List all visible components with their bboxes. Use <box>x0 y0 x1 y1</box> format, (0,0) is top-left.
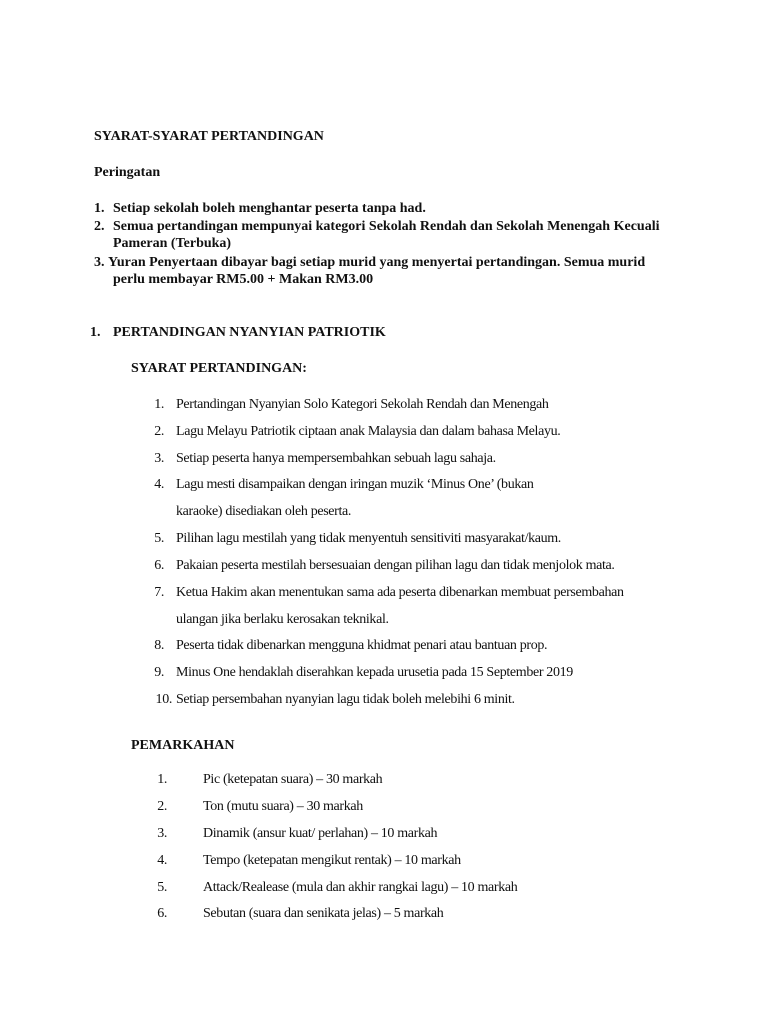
marking-number: 1. <box>157 772 167 787</box>
warning-text: Yuran Penyertaan dibayar bagi setiap murid yang menyertai pertandingan. Semua murid <box>108 255 646 270</box>
marking-number: 2. <box>157 799 167 814</box>
warning-text-continued: Pameran (Terbuka) <box>113 236 232 251</box>
rule-text-continued: karaoke) disediakan oleh peserta. <box>176 504 352 519</box>
warning-number: 2. <box>94 219 105 234</box>
rule-text: Peserta tidak dibenarkan mengguna khidmat penari atau bantuan prop. <box>176 638 548 653</box>
warning-item <box>94 201 734 219</box>
document-title: SYARAT-SYARAT PERTANDINGAN <box>94 129 324 144</box>
rule-number: 6. <box>154 558 164 573</box>
rule-number: 10. <box>155 692 172 707</box>
warning-item <box>94 219 734 255</box>
warning-text: Setiap sekolah boleh menghantar peserta tanpa had. <box>113 201 426 216</box>
rule-text: Minus One hendaklah diserahkan kepada urusetia pada 15 September 2019 <box>176 665 573 680</box>
marking-number: 4. <box>157 853 167 868</box>
marking-text: Pic (ketepatan suara) – 30 markah <box>203 772 383 787</box>
rule-number: 4. <box>154 477 164 492</box>
marking-text: Tempo (ketepatan mengikut rentak) – 10 markah <box>203 853 461 868</box>
warning-text: Semua pertandingan mempunyai kategori Sekolah Rendah dan Sekolah Menengah Kecuali <box>113 219 660 234</box>
rule-number: 8. <box>154 638 164 653</box>
rule-number: 2. <box>154 424 164 439</box>
rule-text: Pertandingan Nyanyian Solo Kategori Sekolah Rendah dan Menengah <box>176 397 549 412</box>
marking-text: Sebutan (suara dan senikata jelas) – 5 markah <box>203 906 444 921</box>
rule-text: Ketua Hakim akan menentukan sama ada peserta dibenarkan membuat persembahan <box>176 585 624 600</box>
rule-text: Pilihan lagu mestilah yang tidak menyentuh sensitiviti masyarakat/kaum. <box>176 531 561 546</box>
rule-text: Setiap persembahan nyanyian lagu tidak boleh melebihi 6 minit. <box>176 692 515 707</box>
marking-text: Ton (mutu suara) – 30 markah <box>203 799 363 814</box>
warning-item <box>94 255 734 291</box>
rule-text: Setiap peserta hanya mempersembahkan sebuah lagu sahaja. <box>176 451 496 466</box>
rule-text: Lagu mesti disampaikan dengan iringan muzik ‘Minus One’ (bukan <box>176 477 534 492</box>
marking-heading: PEMARKAHAN <box>131 738 235 753</box>
marking-number: 6. <box>157 906 167 921</box>
section-number: 1. <box>90 325 101 340</box>
section-title: PERTANDINGAN NYANYIAN PATRIOTIK <box>113 325 386 340</box>
warning-number: 3. <box>94 255 105 270</box>
rules-heading: SYARAT PERTANDINGAN: <box>131 361 307 376</box>
rule-number: 5. <box>154 531 164 546</box>
rule-number: 7. <box>154 585 164 600</box>
marking-text: Dinamik (ansur kuat/ perlahan) – 10 markah <box>203 826 438 841</box>
rule-text: Pakaian peserta mestilah bersesuaian dengan pilihan lagu dan tidak menjolok mata. <box>176 558 615 573</box>
marking-number: 3. <box>157 826 167 841</box>
rule-number: 3. <box>154 451 164 466</box>
warning-number: 1. <box>94 201 105 216</box>
rule-number: 1. <box>154 397 164 412</box>
marking-number: 5. <box>157 880 167 895</box>
warning-text-continued: perlu membayar RM5.00 + Makan RM3.00 <box>113 272 374 287</box>
marking-text: Attack/Realease (mula dan akhir rangkai lagu) – 10 markah <box>203 880 518 895</box>
rule-number: 9. <box>154 665 164 680</box>
warning-heading: Peringatan <box>94 165 161 180</box>
rule-text: Lagu Melayu Patriotik ciptaan anak Malaysia dan dalam bahasa Melayu. <box>176 424 561 439</box>
rule-text-continued: ulangan jika berlaku kerosakan teknikal. <box>176 612 389 627</box>
